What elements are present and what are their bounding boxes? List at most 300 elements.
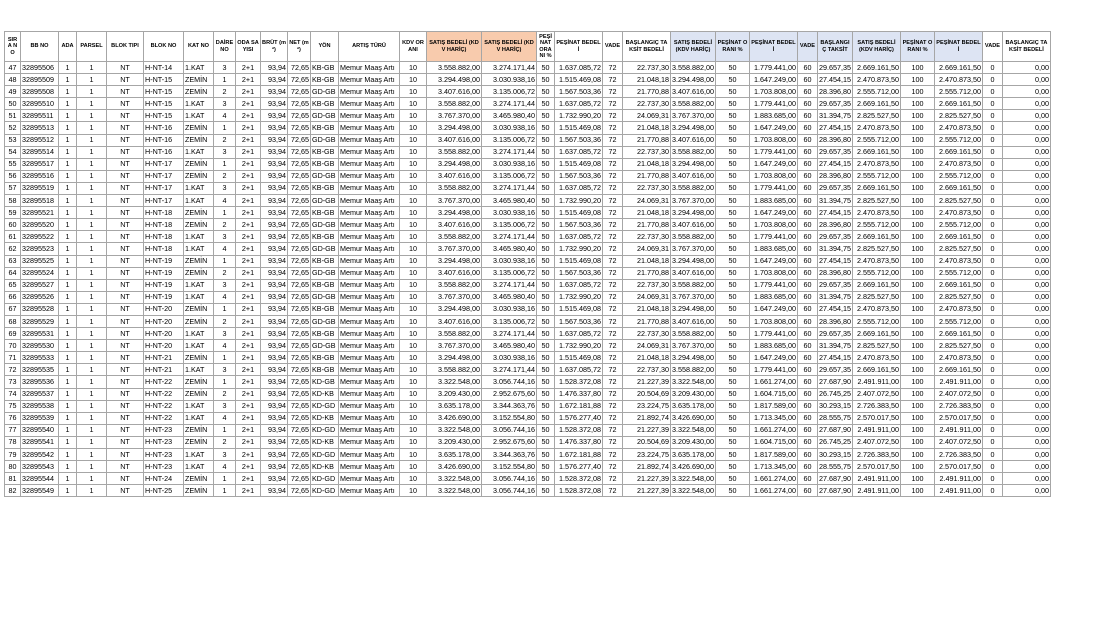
table-cell[interactable]: NT [107, 303, 144, 315]
table-cell[interactable]: 2.470.873,50 [852, 158, 900, 170]
table-cell[interactable]: 1.779.441,00 [749, 146, 797, 158]
table-cell[interactable]: 27.454,15 [817, 207, 852, 219]
table-cell[interactable]: 10 [400, 182, 427, 194]
table-cell[interactable]: 93,94 [261, 388, 288, 400]
table-cell[interactable]: ZEMİN [184, 74, 214, 86]
table-cell[interactable]: NT [107, 352, 144, 364]
table-cell[interactable]: 93,94 [261, 243, 288, 255]
table-cell[interactable]: 32895533 [21, 352, 59, 364]
table-cell[interactable]: NT [107, 364, 144, 376]
table-cell[interactable]: 32895549 [21, 485, 59, 497]
table-cell[interactable]: 3.152.554,80 [482, 412, 537, 424]
table-cell[interactable]: 1.528.372,08 [555, 485, 603, 497]
table-cell[interactable]: 72 [5, 364, 21, 376]
table-cell[interactable]: 69 [5, 328, 21, 340]
table-cell[interactable]: 93,94 [261, 231, 288, 243]
table-cell[interactable]: 10 [400, 207, 427, 219]
table-cell[interactable]: 0,00 [1002, 231, 1050, 243]
table-cell[interactable]: 3.274.171,44 [482, 98, 537, 110]
table-cell[interactable]: 82 [5, 485, 21, 497]
table-cell[interactable]: 1.KAT [184, 146, 214, 158]
table-cell[interactable]: 2.825.527,50 [852, 110, 900, 122]
table-cell[interactable]: 10 [400, 110, 427, 122]
table-cell[interactable]: 3.407.616,00 [671, 315, 716, 327]
table-cell[interactable]: Memur Maaş Artı [339, 449, 400, 461]
table-cell[interactable]: KB-GB [311, 328, 339, 340]
table-cell[interactable]: 72,65 [288, 122, 311, 134]
table-cell[interactable]: 10 [400, 219, 427, 231]
table-cell[interactable]: 10 [400, 134, 427, 146]
table-cell[interactable]: 2.555.712,00 [852, 134, 900, 146]
table-cell[interactable]: 10 [400, 86, 427, 98]
table-cell[interactable]: 60 [797, 86, 817, 98]
table-cell[interactable]: 32895540 [21, 424, 59, 436]
table-cell[interactable]: NT [107, 315, 144, 327]
table-cell[interactable]: 3.407.616,00 [427, 267, 482, 279]
table-cell[interactable]: 2.555.712,00 [852, 315, 900, 327]
table-cell[interactable]: 50 [537, 195, 555, 207]
table-cell[interactable]: 0,00 [1002, 122, 1050, 134]
table-cell[interactable]: 72 [603, 170, 623, 182]
table-cell[interactable]: KD-GB [311, 376, 339, 388]
table-cell[interactable]: 58 [5, 195, 21, 207]
table-cell[interactable]: 50 [537, 219, 555, 231]
table-cell[interactable]: 2.570.017,50 [852, 412, 900, 424]
table-cell[interactable]: 21.770,88 [623, 219, 671, 231]
table-cell[interactable]: 50 [537, 110, 555, 122]
table-cell[interactable]: 60 [797, 146, 817, 158]
table-cell[interactable]: 28.396,80 [817, 86, 852, 98]
table-cell[interactable]: 10 [400, 315, 427, 327]
table-cell[interactable]: 1 [59, 86, 77, 98]
table-cell[interactable]: ZEMİN [184, 473, 214, 485]
table-cell[interactable]: 2.825.527,50 [934, 110, 982, 122]
table-cell[interactable]: 2.952.675,60 [482, 388, 537, 400]
table-cell[interactable]: 100 [900, 328, 934, 340]
table-cell[interactable]: 2.669.161,50 [934, 98, 982, 110]
table-cell[interactable]: 0 [982, 207, 1002, 219]
table-cell[interactable]: 0 [982, 352, 1002, 364]
table-cell[interactable]: 32895508 [21, 86, 59, 98]
table-cell[interactable]: H-NT-17 [144, 195, 184, 207]
table-cell[interactable]: 72 [603, 122, 623, 134]
table-cell[interactable]: 72,65 [288, 110, 311, 122]
table-cell[interactable]: 60 [797, 424, 817, 436]
table-cell[interactable]: NT [107, 170, 144, 182]
table-cell[interactable]: 3.274.171,44 [482, 328, 537, 340]
table-cell[interactable]: 72 [603, 424, 623, 436]
table-cell[interactable]: NT [107, 146, 144, 158]
table-cell[interactable]: 0,00 [1002, 170, 1050, 182]
table-cell[interactable]: 2+1 [236, 388, 261, 400]
table-cell[interactable]: 2.491.911,00 [934, 485, 982, 497]
table-cell[interactable]: 72,65 [288, 86, 311, 98]
table-cell[interactable]: H-NT-19 [144, 279, 184, 291]
table-cell[interactable]: 1.647.249,00 [749, 352, 797, 364]
table-cell[interactable]: 100 [900, 182, 934, 194]
table-cell[interactable]: 1 [77, 461, 107, 473]
table-cell[interactable]: 32895524 [21, 267, 59, 279]
table-cell[interactable]: 81 [5, 473, 21, 485]
table-cell[interactable]: 3.056.744,16 [482, 424, 537, 436]
table-cell[interactable]: 50 [537, 255, 555, 267]
table-cell[interactable]: 1.703.808,00 [749, 315, 797, 327]
table-cell[interactable]: 0 [982, 315, 1002, 327]
table-cell[interactable]: 31.394,75 [817, 243, 852, 255]
table-cell[interactable]: 24.069,31 [623, 195, 671, 207]
table-cell[interactable]: 3.135.006,72 [482, 86, 537, 98]
table-cell[interactable]: 72,65 [288, 424, 311, 436]
table-cell[interactable]: 3.767.370,00 [427, 110, 482, 122]
table-cell[interactable]: KD-GD [311, 424, 339, 436]
table-cell[interactable]: 3.407.616,00 [427, 170, 482, 182]
table-cell[interactable]: 2.669.161,50 [934, 146, 982, 158]
table-cell[interactable]: 0,00 [1002, 98, 1050, 110]
table-cell[interactable]: 2.952.675,60 [482, 436, 537, 448]
table-cell[interactable]: 93,94 [261, 376, 288, 388]
table-cell[interactable]: 52 [5, 122, 21, 134]
table-cell[interactable]: 1 [59, 473, 77, 485]
table-cell[interactable]: 3 [214, 231, 236, 243]
table-cell[interactable]: 32895506 [21, 62, 59, 74]
table-cell[interactable]: 60 [797, 182, 817, 194]
table-cell[interactable]: 1.637.085,72 [555, 364, 603, 376]
table-cell[interactable]: 3.030.938,16 [482, 255, 537, 267]
table-cell[interactable]: 100 [900, 207, 934, 219]
table-cell[interactable]: 2 [214, 436, 236, 448]
table-cell[interactable]: 72,65 [288, 231, 311, 243]
table-cell[interactable]: GD-GB [311, 243, 339, 255]
table-cell[interactable]: 60 [797, 110, 817, 122]
table-cell[interactable]: 50 [715, 340, 749, 352]
table-cell[interactable]: ZEMİN [184, 352, 214, 364]
table-cell[interactable]: 3.407.616,00 [427, 86, 482, 98]
table-cell[interactable]: 50 [715, 170, 749, 182]
table-cell[interactable]: 0,00 [1002, 279, 1050, 291]
table-cell[interactable]: 2.491.911,00 [934, 376, 982, 388]
table-cell[interactable]: 21.770,88 [623, 86, 671, 98]
table-cell[interactable]: 2+1 [236, 267, 261, 279]
table-cell[interactable]: 72 [603, 352, 623, 364]
table-cell[interactable]: 72 [603, 74, 623, 86]
table-cell[interactable]: 1.515.469,08 [555, 352, 603, 364]
table-cell[interactable]: 0 [982, 449, 1002, 461]
table-cell[interactable]: Memur Maaş Artı [339, 219, 400, 231]
table-cell[interactable]: 93,94 [261, 195, 288, 207]
table-cell[interactable]: 0,00 [1002, 328, 1050, 340]
table-cell[interactable]: 100 [900, 436, 934, 448]
table-cell[interactable]: 3.558.882,00 [671, 231, 716, 243]
table-cell[interactable]: 72 [603, 195, 623, 207]
table-cell[interactable]: NT [107, 195, 144, 207]
table-cell[interactable]: 1 [59, 461, 77, 473]
table-cell[interactable]: 72,65 [288, 158, 311, 170]
table-cell[interactable]: 1.KAT [184, 340, 214, 352]
table-cell[interactable]: 3.465.980,40 [482, 243, 537, 255]
table-cell[interactable]: 3.209.430,00 [427, 388, 482, 400]
table-cell[interactable]: 3.152.554,80 [482, 461, 537, 473]
table-cell[interactable]: H-NT-22 [144, 376, 184, 388]
table-cell[interactable]: 0 [982, 86, 1002, 98]
table-cell[interactable]: 3.767.370,00 [671, 195, 716, 207]
table-cell[interactable]: 0 [982, 74, 1002, 86]
table-cell[interactable]: 2+1 [236, 303, 261, 315]
table-cell[interactable]: 2.669.161,50 [852, 231, 900, 243]
table-cell[interactable]: 72 [603, 364, 623, 376]
table-cell[interactable]: 1 [59, 279, 77, 291]
table-cell[interactable]: 1.KAT [184, 195, 214, 207]
table-cell[interactable]: 60 [797, 243, 817, 255]
table-cell[interactable]: 93,94 [261, 110, 288, 122]
table-cell[interactable]: 60 [797, 412, 817, 424]
table-cell[interactable]: 3.558.882,00 [671, 364, 716, 376]
table-cell[interactable]: 100 [900, 376, 934, 388]
table-cell[interactable]: 22.737,30 [623, 279, 671, 291]
table-cell[interactable]: 100 [900, 158, 934, 170]
table-cell[interactable]: 3.426.690,00 [671, 412, 716, 424]
table-cell[interactable]: 50 [715, 110, 749, 122]
table-cell[interactable]: 1 [214, 158, 236, 170]
table-cell[interactable]: 1.672.181,88 [555, 449, 603, 461]
table-cell[interactable]: Memur Maaş Artı [339, 122, 400, 134]
table-cell[interactable]: 3.209.430,00 [427, 436, 482, 448]
table-cell[interactable]: 2+1 [236, 485, 261, 497]
table-cell[interactable]: 29.657,35 [817, 328, 852, 340]
table-cell[interactable]: 2+1 [236, 74, 261, 86]
table-cell[interactable]: 10 [400, 158, 427, 170]
table-cell[interactable]: 0,00 [1002, 158, 1050, 170]
table-cell[interactable]: 100 [900, 146, 934, 158]
table-cell[interactable]: 3.767.370,00 [427, 195, 482, 207]
table-cell[interactable]: 72,65 [288, 243, 311, 255]
table-cell[interactable]: 2.669.161,50 [934, 364, 982, 376]
table-cell[interactable]: 3.030.938,16 [482, 122, 537, 134]
table-cell[interactable]: 1 [77, 146, 107, 158]
table-cell[interactable]: KB-GB [311, 146, 339, 158]
table-cell[interactable]: 0,00 [1002, 74, 1050, 86]
table-cell[interactable]: 72 [603, 376, 623, 388]
table-cell[interactable]: 1 [77, 110, 107, 122]
table-cell[interactable]: 10 [400, 436, 427, 448]
table-cell[interactable]: 72,65 [288, 473, 311, 485]
table-cell[interactable]: 0,00 [1002, 352, 1050, 364]
table-cell[interactable]: 1.637.085,72 [555, 279, 603, 291]
table-cell[interactable]: 72,65 [288, 364, 311, 376]
table-cell[interactable]: 0,00 [1002, 195, 1050, 207]
table-cell[interactable]: 72,65 [288, 485, 311, 497]
table-cell[interactable]: 60 [797, 231, 817, 243]
table-cell[interactable]: 2.407.072,50 [852, 436, 900, 448]
table-cell[interactable]: Memur Maaş Artı [339, 424, 400, 436]
table-cell[interactable]: 2.825.527,50 [852, 243, 900, 255]
table-cell[interactable]: 32895518 [21, 195, 59, 207]
table-cell[interactable]: 50 [715, 195, 749, 207]
table-cell[interactable]: 72 [603, 436, 623, 448]
table-cell[interactable]: 72,65 [288, 376, 311, 388]
table-cell[interactable]: 93,94 [261, 328, 288, 340]
table-cell[interactable]: KB-GB [311, 158, 339, 170]
table-cell[interactable]: Memur Maaş Artı [339, 461, 400, 473]
table-cell[interactable]: 72,65 [288, 146, 311, 158]
table-cell[interactable]: 1.703.808,00 [749, 267, 797, 279]
table-cell[interactable]: 50 [537, 231, 555, 243]
table-cell[interactable]: 27.454,15 [817, 352, 852, 364]
table-cell[interactable]: Memur Maaş Artı [339, 388, 400, 400]
table-cell[interactable]: 3.322.548,00 [427, 424, 482, 436]
table-cell[interactable]: 2.407.072,50 [852, 388, 900, 400]
table-cell[interactable]: NT [107, 86, 144, 98]
table-cell[interactable]: 72,65 [288, 315, 311, 327]
table-cell[interactable]: 0,00 [1002, 146, 1050, 158]
table-cell[interactable]: 1.779.441,00 [749, 62, 797, 74]
table-cell[interactable]: KD-KB [311, 412, 339, 424]
table-cell[interactable]: 32895520 [21, 219, 59, 231]
table-cell[interactable]: 2.470.873,50 [852, 207, 900, 219]
table-cell[interactable]: 72,65 [288, 412, 311, 424]
table-cell[interactable]: H-NT-22 [144, 388, 184, 400]
table-cell[interactable]: 1 [77, 122, 107, 134]
table-cell[interactable]: Memur Maaş Artı [339, 364, 400, 376]
table-cell[interactable]: 10 [400, 400, 427, 412]
table-cell[interactable]: 10 [400, 412, 427, 424]
table-cell[interactable]: 2 [214, 219, 236, 231]
table-cell[interactable]: 2.669.161,50 [852, 98, 900, 110]
table-cell[interactable]: 1 [59, 74, 77, 86]
table-cell[interactable]: 72,65 [288, 134, 311, 146]
table-cell[interactable]: 93,94 [261, 473, 288, 485]
table-cell[interactable]: 27.687,90 [817, 424, 852, 436]
table-cell[interactable]: 1.883.685,00 [749, 110, 797, 122]
table-cell[interactable]: 72 [603, 473, 623, 485]
table-cell[interactable]: 72,65 [288, 388, 311, 400]
table-cell[interactable]: 53 [5, 134, 21, 146]
table-cell[interactable]: 4 [214, 291, 236, 303]
table-cell[interactable]: 23.224,75 [623, 400, 671, 412]
table-cell[interactable]: 1 [59, 243, 77, 255]
table-cell[interactable]: 50 [537, 364, 555, 376]
table-cell[interactable]: 1 [77, 267, 107, 279]
table-cell[interactable]: 93,94 [261, 315, 288, 327]
table-cell[interactable]: 0 [982, 122, 1002, 134]
table-cell[interactable]: 72 [603, 158, 623, 170]
table-cell[interactable]: 100 [900, 485, 934, 497]
table-cell[interactable]: KD-GD [311, 473, 339, 485]
table-cell[interactable]: 1 [59, 231, 77, 243]
table-cell[interactable]: 24.069,31 [623, 291, 671, 303]
table-cell[interactable]: 4 [214, 412, 236, 424]
table-cell[interactable]: 1 [59, 340, 77, 352]
table-cell[interactable]: 2.555.712,00 [934, 315, 982, 327]
table-cell[interactable]: 100 [900, 352, 934, 364]
table-cell[interactable]: 60 [797, 291, 817, 303]
table-cell[interactable]: 1.661.274,00 [749, 424, 797, 436]
table-cell[interactable]: 1.576.277,40 [555, 412, 603, 424]
table-cell[interactable]: H-NT-19 [144, 267, 184, 279]
table-cell[interactable]: 60 [5, 219, 21, 231]
table-cell[interactable]: 3.030.938,16 [482, 207, 537, 219]
table-cell[interactable]: 74 [5, 388, 21, 400]
table-cell[interactable]: 59 [5, 207, 21, 219]
table-cell[interactable]: 100 [900, 243, 934, 255]
table-cell[interactable]: 50 [715, 122, 749, 134]
table-cell[interactable]: 2+1 [236, 340, 261, 352]
table-cell[interactable]: 93,94 [261, 340, 288, 352]
table-cell[interactable]: 60 [797, 255, 817, 267]
table-cell[interactable]: 2.669.161,50 [852, 182, 900, 194]
table-cell[interactable]: 50 [537, 279, 555, 291]
table-cell[interactable]: 2 [214, 315, 236, 327]
table-cell[interactable]: 2+1 [236, 436, 261, 448]
table-cell[interactable]: KD-GD [311, 449, 339, 461]
table-cell[interactable]: 1.567.503,36 [555, 315, 603, 327]
table-cell[interactable]: 22.737,30 [623, 98, 671, 110]
table-cell[interactable]: 3.635.178,00 [427, 400, 482, 412]
table-cell[interactable]: 10 [400, 376, 427, 388]
table-cell[interactable]: 2+1 [236, 412, 261, 424]
table-cell[interactable]: 1 [77, 412, 107, 424]
table-cell[interactable]: 1 [59, 328, 77, 340]
table-cell[interactable]: 76 [5, 412, 21, 424]
table-cell[interactable]: 1 [59, 158, 77, 170]
table-cell[interactable]: 50 [715, 182, 749, 194]
table-cell[interactable]: 60 [797, 267, 817, 279]
table-cell[interactable]: 1.515.469,08 [555, 158, 603, 170]
table-cell[interactable]: 100 [900, 86, 934, 98]
table-cell[interactable]: 10 [400, 340, 427, 352]
table-cell[interactable]: 93,94 [261, 74, 288, 86]
table-cell[interactable]: 3.294.498,00 [427, 122, 482, 134]
table-cell[interactable]: 2.726.383,50 [934, 449, 982, 461]
table-cell[interactable]: 79 [5, 449, 21, 461]
table-cell[interactable]: 10 [400, 303, 427, 315]
table-cell[interactable]: 1 [77, 86, 107, 98]
table-cell[interactable]: 2 [214, 134, 236, 146]
table-cell[interactable]: H-NT-17 [144, 170, 184, 182]
table-cell[interactable]: 2 [214, 388, 236, 400]
table-cell[interactable]: 1.KAT [184, 461, 214, 473]
table-cell[interactable]: 50 [715, 328, 749, 340]
table-cell[interactable]: NT [107, 158, 144, 170]
table-cell[interactable]: 77 [5, 424, 21, 436]
table-cell[interactable]: 2+1 [236, 279, 261, 291]
table-cell[interactable]: H-NT-18 [144, 243, 184, 255]
table-cell[interactable]: H-NT-17 [144, 158, 184, 170]
table-cell[interactable]: 22.737,30 [623, 146, 671, 158]
table-cell[interactable]: 1.647.249,00 [749, 158, 797, 170]
table-cell[interactable]: 0 [982, 267, 1002, 279]
table-cell[interactable]: 3.274.171,44 [482, 62, 537, 74]
table-cell[interactable]: 1 [77, 315, 107, 327]
table-cell[interactable]: 3.407.616,00 [671, 219, 716, 231]
table-cell[interactable]: NT [107, 134, 144, 146]
table-cell[interactable]: 60 [797, 303, 817, 315]
table-cell[interactable]: 0,00 [1002, 388, 1050, 400]
table-cell[interactable]: 1 [77, 364, 107, 376]
table-cell[interactable]: 1 [77, 328, 107, 340]
table-cell[interactable]: 47 [5, 62, 21, 74]
table-cell[interactable]: 3.322.548,00 [671, 473, 716, 485]
table-cell[interactable]: 32895538 [21, 400, 59, 412]
table-cell[interactable]: 1 [59, 62, 77, 74]
table-cell[interactable]: 3.465.980,40 [482, 110, 537, 122]
table-cell[interactable]: 0,00 [1002, 303, 1050, 315]
table-cell[interactable]: 3.274.171,44 [482, 182, 537, 194]
table-cell[interactable]: 2+1 [236, 231, 261, 243]
table-cell[interactable]: 3.322.548,00 [671, 424, 716, 436]
table-cell[interactable]: 50 [537, 400, 555, 412]
table-cell[interactable]: 1.528.372,08 [555, 424, 603, 436]
table-cell[interactable]: 0,00 [1002, 364, 1050, 376]
